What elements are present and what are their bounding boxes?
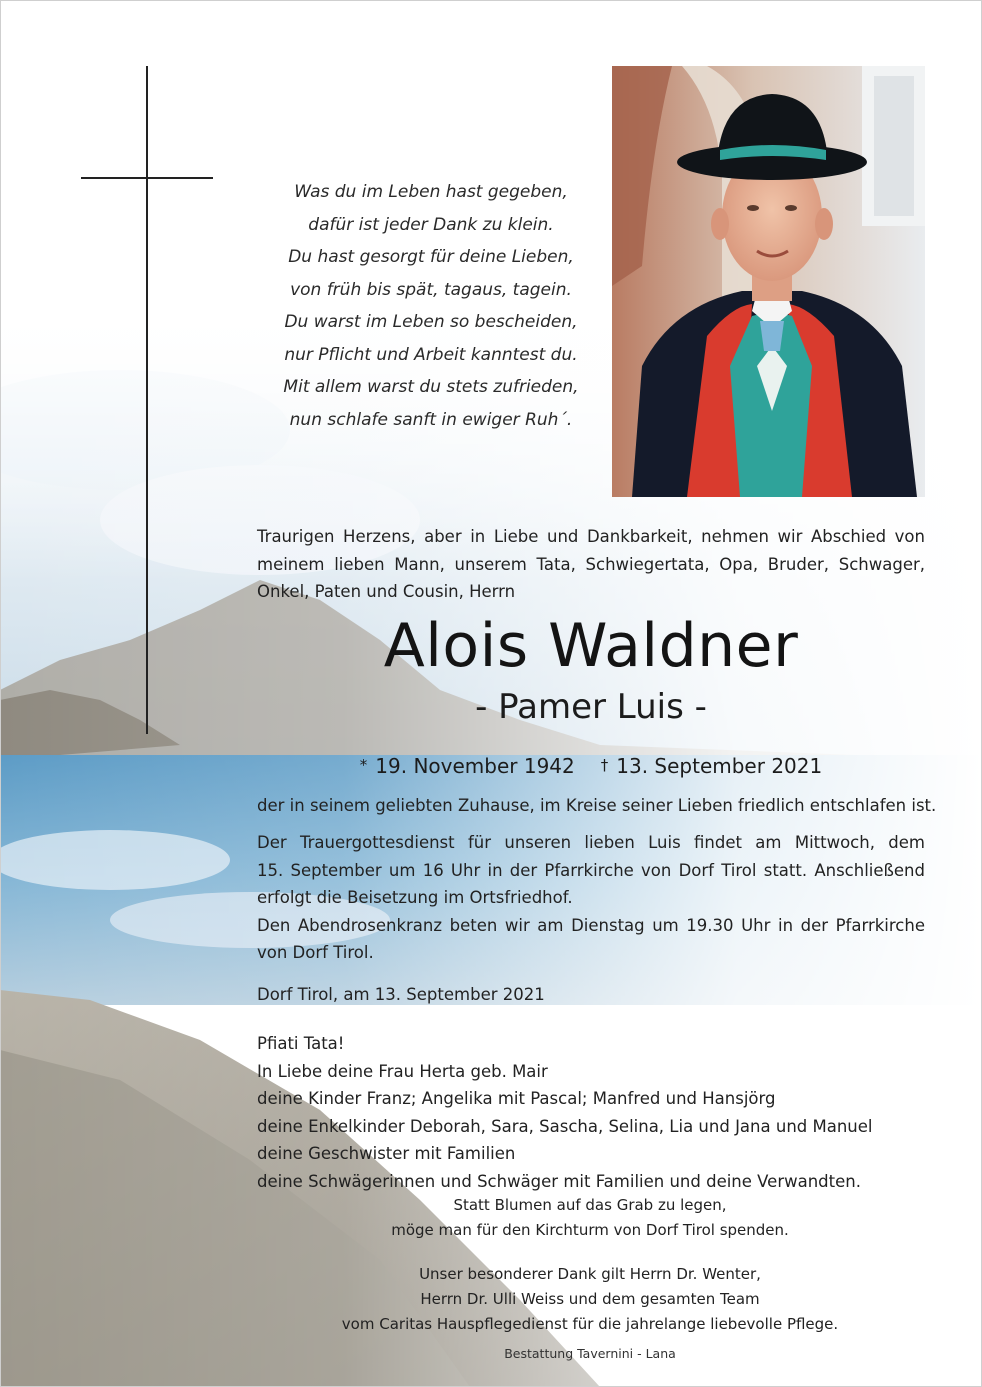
poem-line: Du warst im Leben so bescheiden, (284, 312, 578, 332)
thanks-note (300, 1262, 880, 1337)
life-dates (257, 748, 925, 783)
passed-line: der in seinem geliebten Zuhause, im Kreise seiner Lieben friedlich entschlafen ist. (257, 796, 937, 815)
family-line: deine Geschwister mit Familien (257, 1144, 516, 1163)
poem-line: nun schlafe sanft in ewiger Ruh´. (289, 409, 573, 430)
deceased-name: Alois Waldner (383, 611, 799, 681)
deceased-nickname: - Pamer Luis - (475, 687, 707, 727)
flowers-line: möge man für den Kirchturm von Dorf Tirol spenden. (391, 1221, 789, 1239)
passed-away-text (257, 792, 937, 820)
poem-line: nur Pflicht und Arbeit kanntest du. (284, 344, 578, 365)
cross-horizontal-bar (81, 177, 213, 179)
cross-vertical-bar (146, 66, 148, 734)
family-line: Pfiati Tata! (257, 1034, 345, 1053)
portrait-photo (612, 66, 925, 497)
thanks-line: vom Caritas Hauspflegedienst für die jahrelange liebevolle Pflege. (341, 1315, 839, 1333)
poem-line: Mit allem warst du stets zufrieden, (283, 377, 579, 397)
family-line: deine Schwägerinnen und Schwäger mit Familien und deine Verwandten. (257, 1171, 861, 1191)
poem-line: Was du im Leben hast gegeben, (294, 182, 568, 202)
poem-line: von früh bis spät, tagaus, tagein. (290, 279, 572, 300)
death-date: 13. September 2021 (616, 754, 823, 778)
birth-date: 19. November 1942 (375, 754, 575, 778)
intro-line: Traurigen Herzens, aber in Liebe und Dankbarkeit, nehmen wir Abschied von (257, 527, 925, 546)
poem-line: dafür ist jeder Dank zu klein. (308, 214, 554, 235)
family-line: deine Kinder Franz; Angelika mit Pascal; Manfred und Hansjörg (257, 1089, 776, 1108)
intro-line: meinem lieben Mann, unserem Tata, Schwiegertata, Opa, Bruder, Schwager, (257, 554, 925, 574)
thanks-line: Herrn Dr. Ulli Weiss und dem gesamten Team (420, 1290, 760, 1308)
service-line: 15. September um 16 Uhr in der Pfarrkirche von Dorf Tirol statt. Anschließend (257, 860, 925, 880)
intro-line: Onkel, Paten und Cousin, Herrn (257, 582, 516, 601)
funeral-service-text (257, 829, 925, 967)
family-line: deine Enkelkinder Deborah, Sara, Sascha, Selina, Lia und Jana und Manuel (257, 1116, 873, 1136)
poem (240, 176, 622, 436)
flowers-line: Statt Blumen auf das Grab zu legen, (453, 1196, 727, 1214)
thanks-line: Unser besonderer Dank gilt Herrn Dr. Wenter, (419, 1265, 761, 1283)
family-line: In Liebe deine Frau Herta geb. Mair (257, 1061, 548, 1081)
service-line: von Dorf Tirol. (257, 943, 374, 962)
intro-text (257, 523, 925, 606)
service-line: Der Trauergottesdienst für unseren lieben Luis findet am Mittwoch, dem (257, 833, 925, 852)
undertaker-name: Bestattung Tavernini - Lana (504, 1346, 676, 1361)
flowers-note (300, 1193, 880, 1243)
death-symbol: † (600, 756, 609, 774)
birth-symbol: * (359, 756, 368, 774)
poem-line: Du hast gesorgt für deine Lieben, (288, 247, 574, 267)
family-list (257, 1030, 925, 1195)
service-line: Den Abendrosenkranz beten wir am Dienstag um 19.30 Uhr in der Pfarrkirche (257, 915, 925, 935)
service-line: erfolgt die Beisetzung im Ortsfriedhof. (257, 888, 573, 907)
place-date-line: Dorf Tirol, am 13. September 2021 (257, 985, 545, 1004)
place-date (257, 981, 925, 1009)
